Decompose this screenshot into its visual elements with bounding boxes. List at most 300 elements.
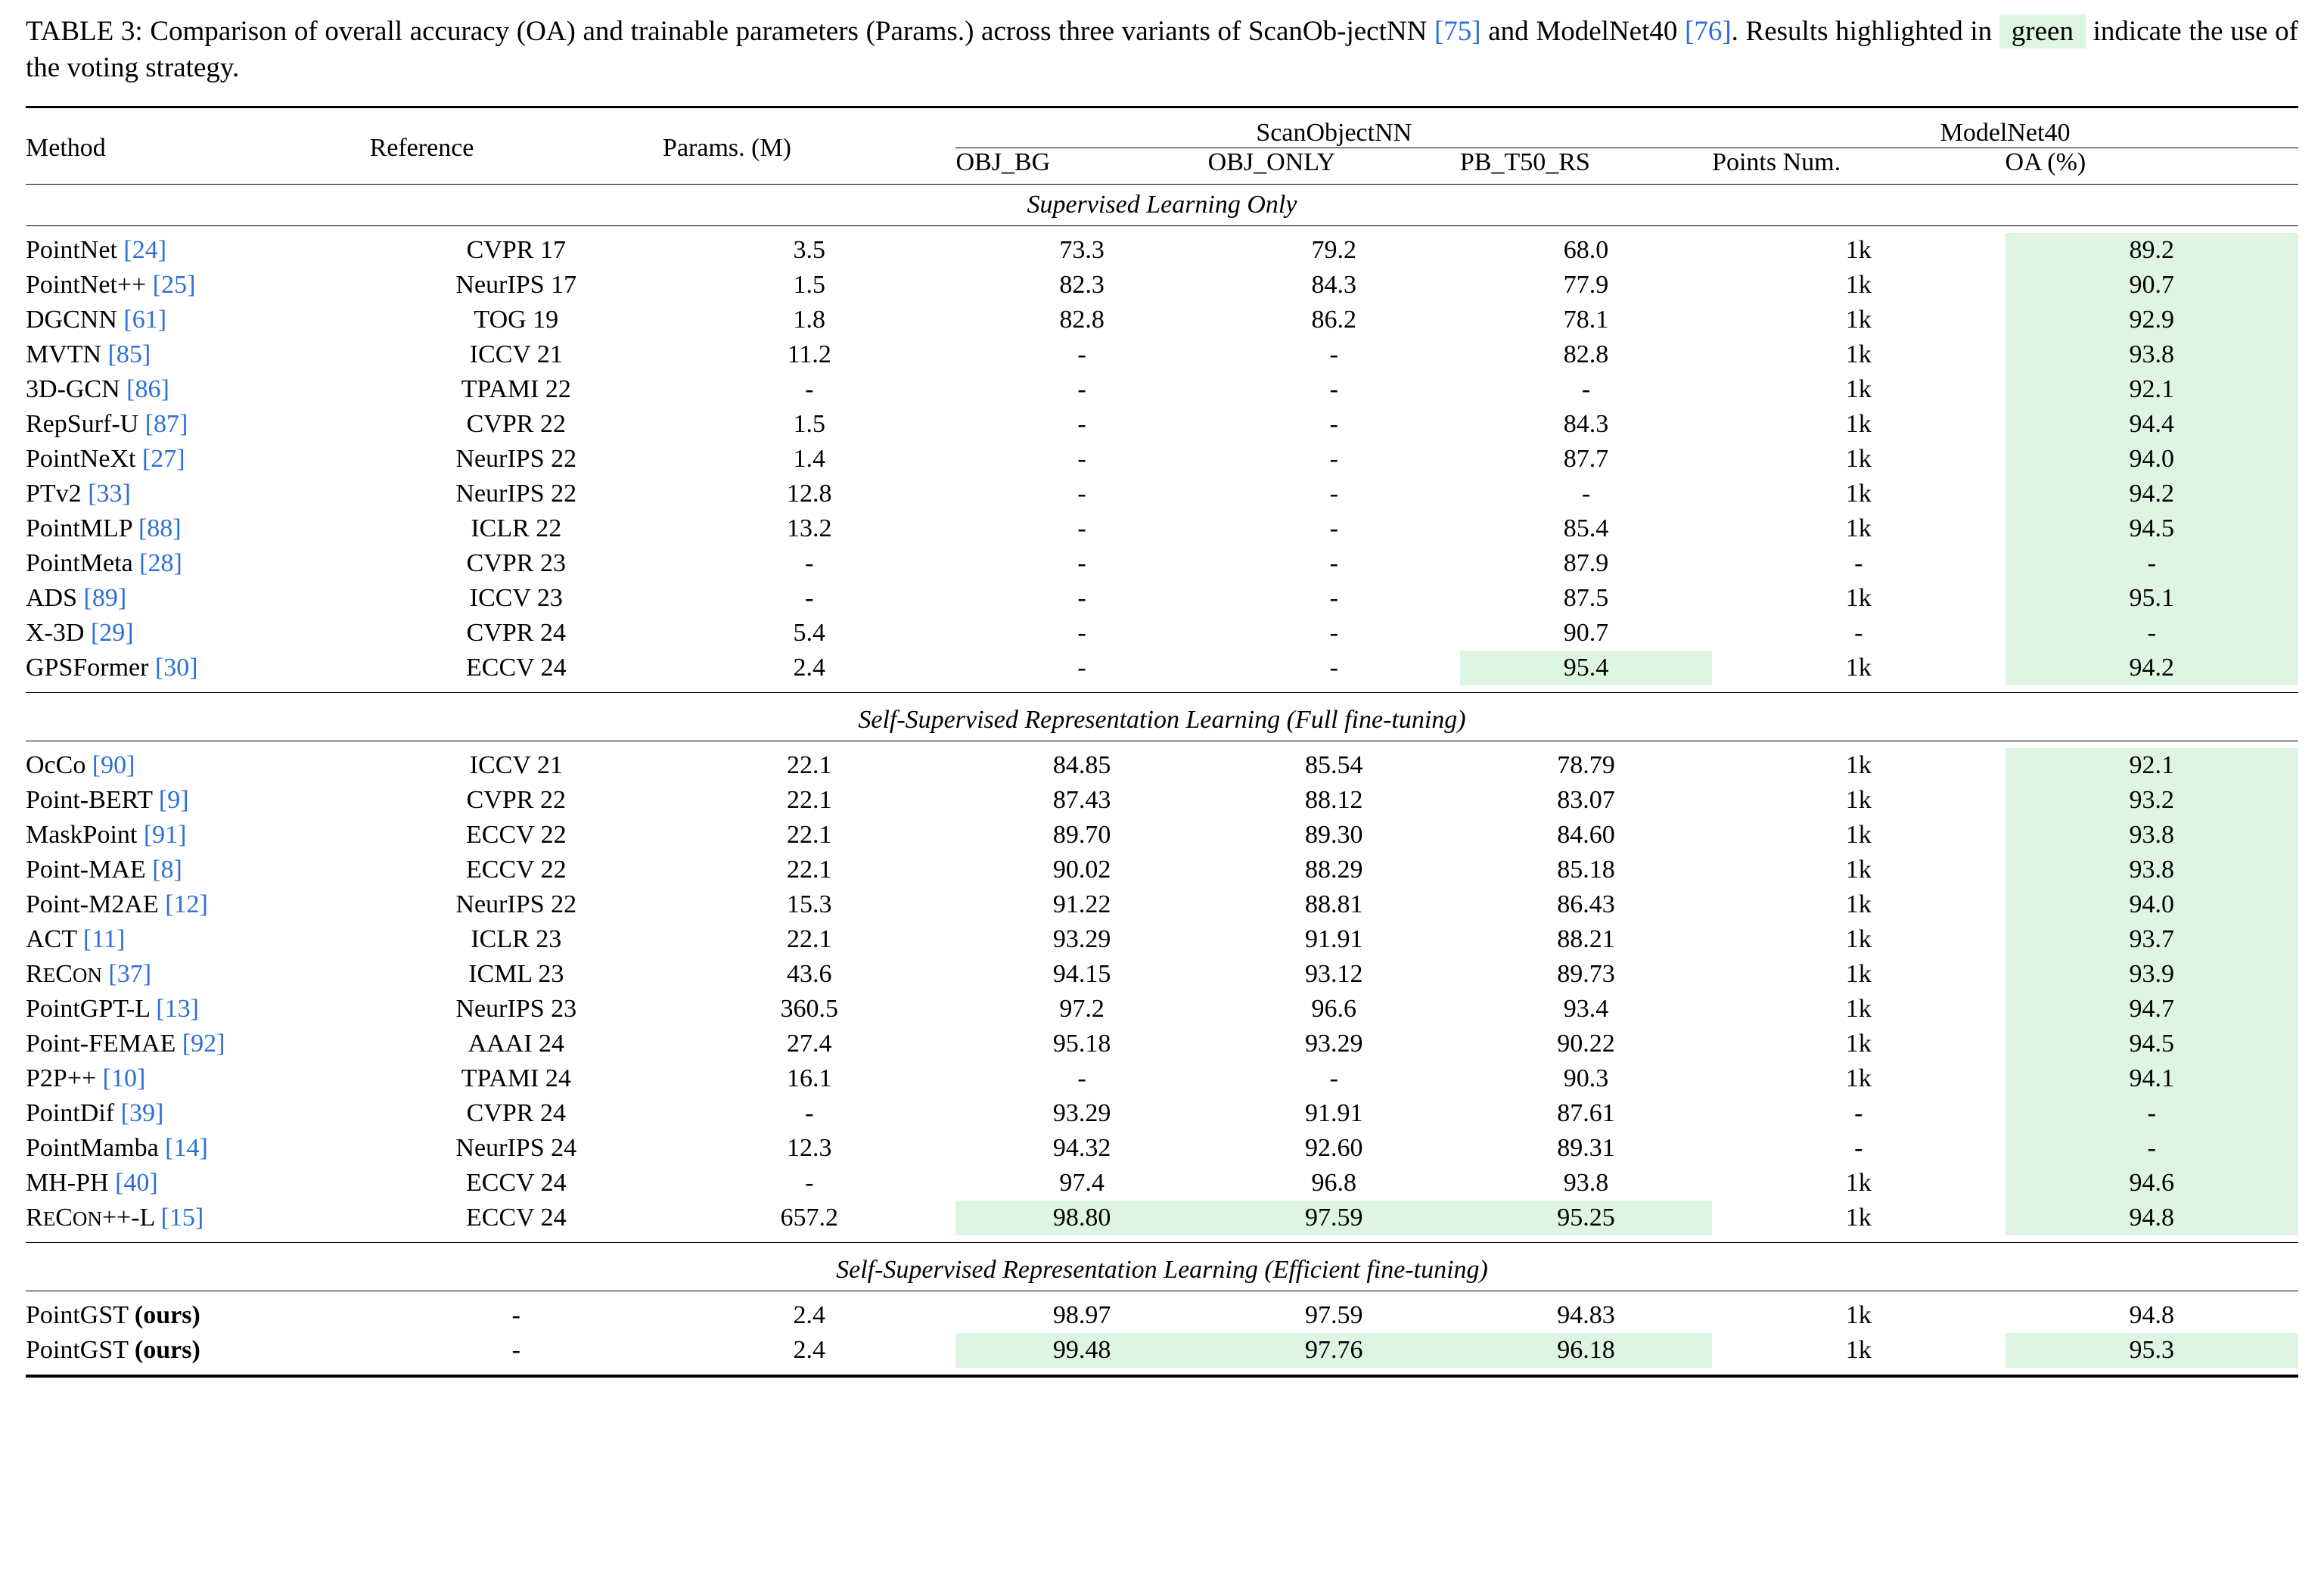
cell-pb-t50-rs: 96.18	[1460, 1333, 1712, 1368]
citation-ref-76[interactable]: [76]	[1685, 16, 1732, 47]
cell-obj-only: -	[1329, 584, 1338, 613]
header-params: Params. (M)	[663, 133, 791, 162]
cell-reference: CVPR 22	[466, 786, 566, 815]
cell-oa: 95.3	[2006, 1333, 2298, 1368]
cell-obj-bg: 73.3	[1059, 236, 1105, 265]
cell-obj-only: 97.76	[1208, 1333, 1460, 1368]
cell-method: PointMamba [14]	[26, 1134, 208, 1163]
cell-obj-only: 92.60	[1305, 1134, 1363, 1163]
cell-reference: CVPR 24	[466, 619, 566, 648]
cell-oa: 93.8	[2006, 853, 2298, 887]
section-title: Self-Supervised Representation Learning (Full fine-tuning)	[858, 706, 1466, 735]
cell-points: 1k	[1845, 925, 1872, 954]
cell-obj-only: 93.29	[1305, 1030, 1363, 1058]
cell-oa: 89.2	[2006, 233, 2298, 268]
section-title: Supervised Learning Only	[1027, 191, 1297, 219]
cell-oa: -	[2006, 1096, 2298, 1131]
cell-oa: 93.9	[2006, 957, 2298, 992]
cell-method: P2P++ [10]	[26, 1064, 146, 1093]
cell-points: 1k	[1845, 271, 1872, 300]
citation-ref[interactable]: [88]	[138, 514, 182, 543]
cell-method: RECON [37]	[26, 960, 152, 989]
cell-obj-bg: 87.43	[1052, 786, 1111, 815]
citation-ref[interactable]: [15]	[160, 1204, 204, 1232]
cell-obj-only: -	[1329, 1064, 1338, 1093]
cell-points: -	[1854, 1099, 1863, 1128]
header-group-scanobjectnn: ScanObjectNN	[955, 119, 1712, 148]
cell-reference: ICCV 21	[469, 340, 563, 369]
cell-oa: -	[2006, 616, 2298, 651]
cell-points: 1k	[1845, 1169, 1872, 1198]
cell-params: -	[805, 584, 814, 613]
cell-obj-bg: 84.85	[1052, 751, 1111, 780]
cell-pb-t50-rs: 90.22	[1557, 1030, 1615, 1058]
cell-points: 1k	[1845, 340, 1872, 369]
caption-text-1: Comparison of overall accuracy (OA) and trainable parameters (Params.) across three variants of ScanOb-jectNN	[142, 16, 1434, 47]
cell-reference: ICCV 23	[469, 584, 563, 613]
cell-params: 2.4	[793, 1301, 825, 1330]
citation-ref[interactable]: [86]	[126, 375, 169, 404]
table-row	[26, 992, 2298, 1027]
cell-params: 2.4	[793, 1336, 825, 1365]
caption-text-3: . Results highlighted in	[1731, 16, 1999, 47]
cell-obj-only: 86.2	[1311, 306, 1357, 334]
cell-params: 657.2	[780, 1204, 838, 1232]
cell-reference: ECCV 24	[466, 1204, 567, 1232]
results-table	[26, 106, 2298, 1378]
rule-bottom	[26, 1377, 2298, 1378]
cell-reference: NeurIPS 23	[455, 995, 577, 1024]
section-header-row	[26, 700, 2298, 741]
spacer	[26, 1243, 2298, 1250]
cell-obj-only: 93.12	[1305, 960, 1363, 989]
cell-obj-bg: 97.4	[1059, 1169, 1105, 1198]
cell-params: 1.4	[793, 445, 825, 474]
cell-points: 1k	[1845, 1336, 1872, 1365]
cell-obj-bg: -	[1077, 654, 1086, 682]
spacer	[26, 685, 2298, 693]
citation-ref[interactable]: [28]	[139, 549, 182, 578]
cell-params: 15.3	[787, 890, 832, 919]
cell-obj-only: 79.2	[1311, 236, 1357, 265]
table-row	[26, 651, 2298, 685]
cell-obj-bg: 82.8	[1059, 306, 1105, 334]
cell-params: 12.8	[787, 480, 832, 508]
spacer	[26, 1368, 2298, 1375]
cell-obj-bg: 98.97	[1052, 1301, 1111, 1330]
citation-ref[interactable]: [37]	[108, 960, 152, 989]
cell-obj-only: -	[1329, 445, 1338, 474]
cell-params: 360.5	[780, 995, 838, 1024]
citation-ref[interactable]: [9]	[158, 786, 189, 815]
cell-obj-only: -	[1329, 340, 1338, 369]
cell-oa: 93.8	[2006, 337, 2298, 372]
cell-points: -	[1854, 619, 1863, 648]
cell-obj-bg: 99.48	[955, 1333, 1207, 1368]
caption-text-4: indicate the use of the voting strategy.	[26, 16, 2298, 84]
cell-pb-t50-rs: 93.8	[1563, 1169, 1609, 1198]
citation-ref[interactable]: [24]	[123, 236, 167, 265]
citation-ref[interactable]: [92]	[182, 1030, 225, 1058]
cell-params: 12.3	[787, 1134, 832, 1163]
cell-params: 22.1	[787, 786, 832, 815]
spacer	[26, 108, 2298, 119]
cell-obj-bg: 95.18	[1052, 1030, 1111, 1058]
cell-obj-only: -	[1329, 549, 1338, 578]
cell-method: RepSurf-U [87]	[26, 410, 188, 439]
cell-pb-t50-rs: 78.79	[1557, 751, 1615, 780]
table-row	[26, 337, 2298, 372]
citation-ref[interactable]: [39]	[120, 1099, 164, 1128]
cell-oa: 94.7	[2006, 992, 2298, 1027]
cell-obj-only: 91.91	[1305, 1099, 1363, 1128]
cell-params: 22.1	[787, 856, 832, 884]
cell-reference: ECCV 24	[466, 1169, 567, 1198]
cell-points: 1k	[1845, 1301, 1872, 1330]
cell-method: DGCNN [61]	[26, 306, 167, 334]
cell-oa: 94.5	[2006, 1027, 2298, 1061]
cell-obj-only: 88.12	[1305, 786, 1363, 815]
table-row	[26, 372, 2298, 407]
cell-method: 3D-GCN [86]	[26, 375, 169, 404]
cell-points: 1k	[1845, 786, 1872, 815]
spacer	[26, 741, 2298, 748]
cell-params: 27.4	[787, 1030, 832, 1058]
cell-obj-only: -	[1329, 375, 1338, 404]
cell-method: MH-PH [40]	[26, 1169, 158, 1198]
cell-pb-t50-rs: 89.31	[1557, 1134, 1615, 1163]
citation-ref[interactable]: [40]	[115, 1169, 158, 1198]
table-row	[26, 477, 2298, 511]
cell-params: 1.5	[793, 410, 825, 439]
cell-oa: 94.2	[2006, 651, 2298, 685]
spacer	[26, 1235, 2298, 1243]
caption-text-2: and ModelNet40	[1480, 16, 1685, 47]
cell-pb-t50-rs: 85.18	[1557, 856, 1615, 884]
cell-points: 1k	[1845, 375, 1872, 404]
citation-ref[interactable]: [10]	[102, 1064, 146, 1093]
cell-oa: 93.8	[2006, 818, 2298, 853]
cell-method: PointGST (ours)	[26, 1301, 200, 1330]
header-reference: Reference	[369, 133, 474, 162]
citation-ref[interactable]: [90]	[92, 751, 135, 780]
cell-pb-t50-rs: 68.0	[1563, 236, 1609, 265]
cell-oa: -	[2006, 1131, 2298, 1166]
cell-points: 1k	[1845, 445, 1872, 474]
cell-reference: ECCV 22	[466, 856, 567, 884]
cell-oa: 92.1	[2006, 748, 2298, 783]
cell-oa: 92.1	[2006, 372, 2298, 407]
cell-pb-t50-rs: 88.21	[1557, 925, 1615, 954]
citation-ref[interactable]: [11]	[82, 925, 126, 954]
cell-params: 1.8	[793, 306, 825, 334]
cell-points: 1k	[1845, 584, 1872, 613]
cell-reference: NeurIPS 24	[455, 1134, 577, 1163]
cell-pb-t50-rs: 87.7	[1563, 445, 1609, 474]
cell-pb-t50-rs: 93.4	[1563, 995, 1609, 1024]
table-row	[26, 511, 2298, 546]
cell-params: 2.4	[793, 654, 825, 682]
table-body	[26, 185, 2298, 1378]
citation-ref[interactable]: [14]	[165, 1134, 208, 1163]
cell-obj-bg: 94.32	[1052, 1134, 1111, 1163]
table-row	[26, 233, 2298, 268]
cell-reference: ICLR 22	[471, 514, 562, 543]
cell-pb-t50-rs: 82.8	[1563, 340, 1609, 369]
cell-pb-t50-rs: -	[1581, 375, 1591, 404]
cell-points: -	[1854, 549, 1863, 578]
cell-obj-bg: 97.2	[1059, 995, 1105, 1024]
cell-pb-t50-rs: 95.4	[1460, 651, 1712, 685]
citation-ref[interactable]: [12]	[165, 890, 208, 919]
cell-method: PointGST (ours)	[26, 1336, 200, 1365]
cell-method: Point-MAE [8]	[26, 856, 182, 884]
cell-reference: CVPR 24	[466, 1099, 566, 1128]
cell-pb-t50-rs: 87.5	[1563, 584, 1609, 613]
cell-oa: 94.5	[2006, 511, 2298, 546]
citation-ref[interactable]: [87]	[144, 410, 188, 439]
spacer	[26, 177, 2298, 185]
citation-ref[interactable]: [13]	[156, 995, 199, 1024]
cell-method: PointMeta [28]	[26, 549, 182, 578]
citation-ref[interactable]: [27]	[141, 445, 185, 474]
cell-points: 1k	[1845, 890, 1872, 919]
citation-ref[interactable]: [25]	[152, 271, 196, 300]
cell-reference: AAAI 24	[468, 1030, 565, 1058]
cell-method: PointDif [39]	[26, 1099, 164, 1128]
citation-ref[interactable]: [8]	[152, 856, 182, 884]
cell-params: -	[805, 1169, 814, 1198]
table-row	[26, 818, 2298, 853]
cell-obj-bg: -	[1077, 549, 1086, 578]
header-obj-only: OBJ_ONLY	[1207, 148, 1336, 177]
table-row	[26, 922, 2298, 957]
cell-obj-only: -	[1329, 654, 1338, 682]
cell-method: RECON++-L [15]	[26, 1204, 204, 1232]
cell-oa: 93.2	[2006, 783, 2298, 818]
cell-pb-t50-rs: 83.07	[1557, 786, 1615, 815]
cell-pb-t50-rs: 86.43	[1557, 890, 1615, 919]
cell-pb-t50-rs: 87.9	[1563, 549, 1609, 578]
cell-points: 1k	[1845, 1064, 1872, 1093]
cell-obj-only: 91.91	[1305, 925, 1363, 954]
cell-method: ADS [89]	[26, 584, 127, 613]
cell-params: 16.1	[787, 1064, 832, 1093]
cell-reference: ICLR 23	[471, 925, 562, 954]
cell-reference: TPAMI 24	[461, 1064, 571, 1093]
cell-oa: 94.1	[2006, 1061, 2298, 1096]
caption-label: TABLE 3:	[26, 16, 143, 47]
cell-obj-bg: 98.80	[955, 1201, 1207, 1235]
cell-params: 5.4	[793, 619, 825, 648]
cell-method: PointNet [24]	[26, 236, 167, 265]
cell-params: 22.1	[787, 821, 832, 850]
cell-method: PointNeXt [27]	[26, 445, 185, 474]
cell-pb-t50-rs: 94.83	[1557, 1301, 1615, 1330]
table-row	[26, 1131, 2298, 1166]
citation-ref[interactable]: [33]	[88, 480, 131, 508]
citation-ref[interactable]: [91]	[143, 821, 187, 850]
citation-ref[interactable]: [85]	[107, 340, 151, 369]
cell-pb-t50-rs: 78.1	[1563, 306, 1609, 334]
cell-obj-bg: -	[1077, 340, 1086, 369]
table-row	[26, 748, 2298, 783]
table-row	[26, 546, 2298, 581]
cell-points: 1k	[1845, 236, 1872, 265]
cell-method: PointGPT-L [13]	[26, 995, 199, 1024]
cell-oa: 95.1	[2006, 581, 2298, 616]
table-row	[26, 303, 2298, 337]
cell-points: 1k	[1845, 654, 1872, 682]
table-row	[26, 957, 2298, 992]
cell-reference: ECCV 22	[466, 821, 567, 850]
cell-pb-t50-rs: 90.7	[1563, 619, 1609, 648]
cell-params: 1.5	[793, 271, 825, 300]
cell-obj-bg: 82.3	[1059, 271, 1105, 300]
cell-obj-only: -	[1329, 480, 1338, 508]
table-row	[26, 1333, 2298, 1368]
cell-reference: TPAMI 22	[461, 375, 571, 404]
cell-obj-only: 88.29	[1305, 856, 1363, 884]
cell-obj-bg: 90.02	[1052, 856, 1111, 884]
cell-params: 11.2	[787, 340, 831, 369]
header-group-modelnet40: ModelNet40	[1712, 119, 2298, 148]
spacer	[26, 693, 2298, 700]
table-row	[26, 407, 2298, 442]
cell-obj-bg: -	[1077, 375, 1086, 404]
cell-pb-t50-rs: 84.60	[1557, 821, 1615, 850]
cell-points: 1k	[1845, 1204, 1872, 1232]
cell-pb-t50-rs: 85.4	[1563, 514, 1609, 543]
table-row	[26, 1027, 2298, 1061]
header-group-row	[26, 119, 2298, 148]
cell-pb-t50-rs: -	[1581, 480, 1591, 508]
cell-method: MaskPoint [91]	[26, 821, 187, 850]
table-row	[26, 1201, 2298, 1235]
header-pb-t50-rs: PB_T50_RS	[1459, 148, 1590, 177]
cell-reference: NeurIPS 22	[455, 890, 577, 919]
citation-ref[interactable]: [29]	[90, 619, 134, 648]
cell-pb-t50-rs: 87.61	[1557, 1099, 1615, 1128]
cell-points: 1k	[1845, 306, 1872, 334]
cell-method: PointNet++ [25]	[26, 271, 196, 300]
cell-pb-t50-rs: 95.25	[1460, 1201, 1712, 1235]
cell-params: 22.1	[787, 925, 832, 954]
cell-method: Point-BERT [9]	[26, 786, 189, 815]
citation-ref[interactable]: [30]	[154, 654, 198, 682]
cell-reference: -	[511, 1336, 520, 1365]
citation-ref[interactable]: [89]	[83, 584, 127, 613]
cell-reference: CVPR 17	[466, 236, 566, 265]
cell-obj-bg: 93.29	[1052, 1099, 1111, 1128]
cell-oa: 93.7	[2006, 922, 2298, 957]
cell-reference: NeurIPS 22	[455, 445, 577, 474]
cell-reference: NeurIPS 17	[455, 271, 577, 300]
cell-obj-only: 88.81	[1305, 890, 1363, 919]
table-row	[26, 268, 2298, 303]
cell-reference: CVPR 22	[466, 410, 566, 439]
cell-obj-only: 97.59	[1208, 1201, 1460, 1235]
cell-obj-only: 96.8	[1311, 1169, 1357, 1198]
cell-obj-bg: 91.22	[1052, 890, 1111, 919]
cell-method: ACT [11]	[26, 925, 126, 954]
cell-obj-bg: 89.70	[1052, 821, 1111, 850]
cell-method: GPSFormer [30]	[26, 654, 198, 682]
table-row	[26, 887, 2298, 922]
cell-reference: -	[511, 1301, 520, 1330]
cell-points: 1k	[1845, 960, 1872, 989]
cell-reference: ECCV 24	[466, 654, 567, 682]
header-oa: OA (%)	[2005, 148, 2086, 177]
cell-method: MVTN [85]	[26, 340, 151, 369]
cell-obj-only: -	[1329, 410, 1338, 439]
section-title: Self-Supervised Representation Learning (Efficient fine-tuning)	[836, 1256, 1488, 1285]
cell-params: 43.6	[787, 960, 832, 989]
cell-oa: 94.6	[2006, 1166, 2298, 1201]
cell-method: PTv2 [33]	[26, 480, 131, 508]
citation-ref[interactable]: [61]	[123, 306, 167, 334]
cell-obj-only: -	[1329, 619, 1338, 648]
cell-reference: ICCV 21	[469, 751, 563, 780]
cell-obj-bg: -	[1077, 480, 1086, 508]
cell-obj-only: 97.59	[1305, 1301, 1363, 1330]
table-row	[26, 616, 2298, 651]
cell-obj-bg: 93.29	[1052, 925, 1111, 954]
table-row	[26, 1061, 2298, 1096]
cell-params: -	[805, 549, 814, 578]
cell-reference: NeurIPS 22	[455, 480, 577, 508]
green-highlight-chip: green	[1999, 14, 2086, 48]
cell-obj-only: -	[1329, 514, 1338, 543]
cell-reference: TOG 19	[474, 306, 559, 334]
cell-reference: ICML 23	[468, 960, 564, 989]
cell-obj-only: 85.54	[1305, 751, 1363, 780]
cell-oa: 94.8	[2129, 1301, 2174, 1330]
section-header-row	[26, 1250, 2298, 1291]
table-row	[26, 1096, 2298, 1131]
cell-oa: 94.4	[2006, 407, 2298, 442]
cell-params: -	[805, 375, 814, 404]
cell-points: 1k	[1845, 821, 1872, 850]
cell-obj-only: 84.3	[1311, 271, 1357, 300]
cell-method: PointMLP [88]	[26, 514, 182, 543]
cell-params: 3.5	[793, 236, 825, 265]
cell-obj-bg: -	[1077, 1064, 1086, 1093]
table-row	[26, 1166, 2298, 1201]
section-header-row	[26, 185, 2298, 226]
cell-pb-t50-rs: 84.3	[1563, 410, 1609, 439]
cell-method: OcCo [90]	[26, 751, 135, 780]
cell-points: 1k	[1845, 514, 1872, 543]
cell-points: 1k	[1845, 995, 1872, 1024]
cell-params: -	[805, 1099, 814, 1128]
cell-points: 1k	[1845, 751, 1872, 780]
header-method: Method	[26, 133, 106, 162]
cell-method: Point-FEMAE [92]	[26, 1030, 225, 1058]
citation-ref-75[interactable]: [75]	[1434, 16, 1481, 47]
cell-params: 22.1	[787, 751, 832, 780]
cell-obj-only: 89.30	[1305, 821, 1363, 850]
cell-oa: 90.7	[2006, 268, 2298, 303]
spacer	[26, 226, 2298, 233]
cell-obj-bg: -	[1077, 619, 1086, 648]
cell-points: 1k	[1845, 1030, 1872, 1058]
cell-params: 13.2	[787, 514, 832, 543]
cell-points: -	[1854, 1134, 1863, 1163]
cell-pb-t50-rs: 89.73	[1557, 960, 1615, 989]
header-obj-bg: OBJ_BG	[955, 148, 1051, 177]
table-caption	[26, 14, 2298, 86]
